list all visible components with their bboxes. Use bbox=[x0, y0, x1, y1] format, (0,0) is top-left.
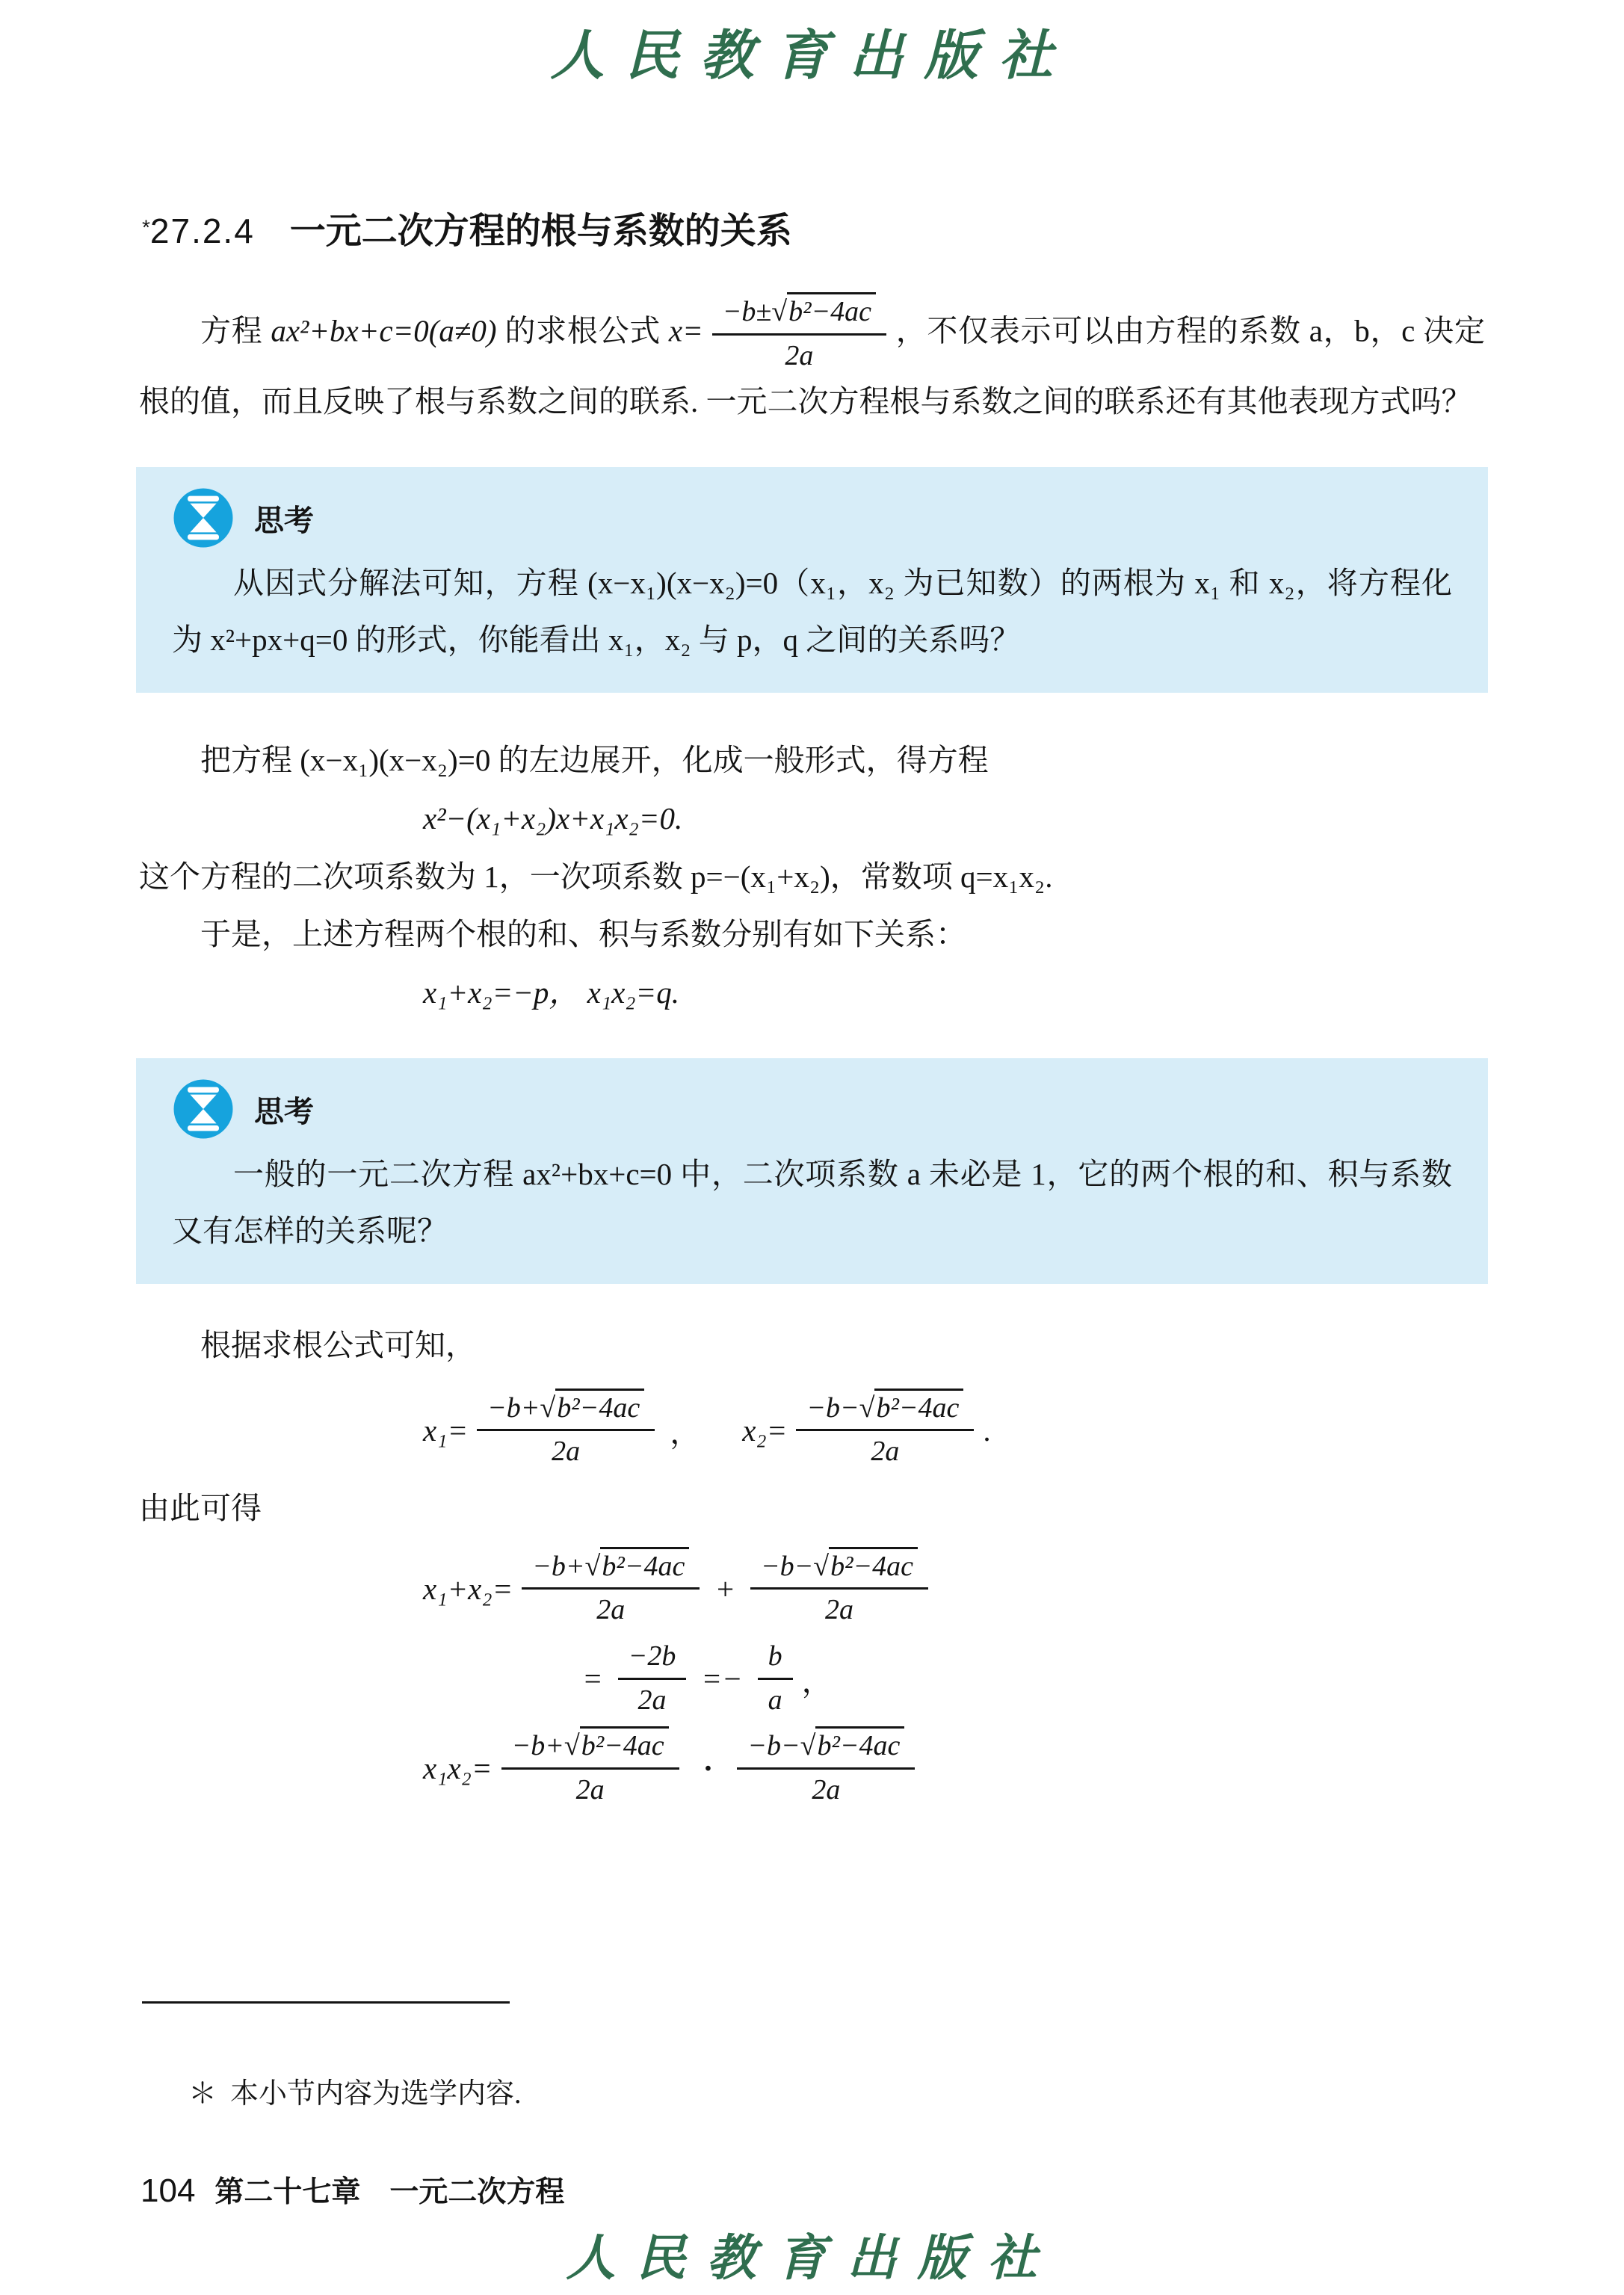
formula-lead: 由此可得 bbox=[139, 1490, 262, 1525]
numerator-prefix: −b+ bbox=[532, 1550, 585, 1582]
product-formula-row bbox=[423, 1729, 1485, 1807]
fraction bbox=[522, 1550, 700, 1628]
quadratic-formula-lhs: x= bbox=[668, 313, 703, 348]
fraction-denominator: 2a bbox=[637, 1684, 667, 1716]
square-root bbox=[800, 1726, 905, 1761]
fraction-denominator: 2a bbox=[825, 1594, 854, 1626]
square-root bbox=[859, 1389, 964, 1424]
radicand: b²−4ac bbox=[600, 1547, 689, 1582]
numerator-prefix: −b+ bbox=[487, 1391, 540, 1424]
multiplication-dot: · bbox=[703, 1751, 714, 1786]
hourglass-icon bbox=[172, 487, 235, 549]
period: . bbox=[983, 1412, 991, 1448]
x2-lhs: x₂= bbox=[742, 1412, 788, 1448]
page-footer bbox=[141, 2169, 564, 2211]
square-root bbox=[585, 1547, 690, 1582]
derivation-block-1 bbox=[0, 732, 1624, 1022]
derive-equation-1: x²−(x₁+x₂)x+x₁x₂=0. bbox=[423, 800, 683, 835]
intro-paragraph bbox=[139, 295, 1485, 431]
fraction bbox=[796, 1391, 974, 1469]
radicand: b²−4ac bbox=[580, 1726, 669, 1761]
think-box-1 bbox=[136, 467, 1488, 693]
quadratic-formula-fraction bbox=[712, 295, 886, 373]
radical-sign: √ bbox=[813, 1550, 830, 1582]
equals-minus-operator: =− bbox=[701, 1661, 743, 1696]
think-box-1-title: 思考 bbox=[254, 504, 314, 537]
fraction-numerator bbox=[750, 1550, 928, 1590]
think-box-2-header bbox=[172, 1078, 1452, 1140]
fraction-denominator: 2a bbox=[552, 1436, 581, 1468]
x1-lhs: x₁= bbox=[423, 1412, 469, 1448]
fraction-numerator bbox=[737, 1729, 915, 1770]
derive-equation-2: x₁+x₂=−p， x₁x₂=q. bbox=[423, 975, 679, 1010]
fraction-numerator bbox=[501, 1729, 679, 1770]
intro-text-1: 方程 bbox=[200, 313, 271, 348]
formula-intro: 根据求根公式可知， bbox=[200, 1327, 476, 1362]
footnote-text: 本小节内容为选学内容. bbox=[230, 2078, 522, 2110]
section-number: 27.2.4 bbox=[149, 211, 255, 250]
sum-simplified-row bbox=[576, 1640, 1485, 1717]
fraction bbox=[618, 1640, 687, 1717]
fraction-numerator bbox=[477, 1391, 655, 1432]
sum-formula-row bbox=[423, 1550, 1485, 1628]
fraction-numerator bbox=[796, 1391, 974, 1432]
roots-formulas bbox=[423, 1391, 1485, 1469]
numerator-prefix: −b− bbox=[760, 1550, 814, 1582]
radicand: b²−4ac bbox=[555, 1389, 644, 1424]
radical-sign: √ bbox=[584, 1550, 601, 1582]
fraction-denominator: 2a bbox=[785, 339, 814, 371]
derive-line-4: 于是，上述方程两个根的和、积与系数分别有如下关系： bbox=[200, 917, 966, 952]
equals-operator: = bbox=[582, 1661, 603, 1696]
square-root bbox=[540, 1389, 644, 1424]
numerator-prefix: −b± bbox=[722, 296, 772, 327]
fraction-denominator: 2a bbox=[871, 1436, 900, 1468]
product-lhs: x₁x₂= bbox=[423, 1751, 493, 1786]
think-box-1-header bbox=[172, 487, 1452, 549]
section-star-marker: * bbox=[142, 215, 150, 239]
fraction bbox=[477, 1391, 655, 1469]
derive-line-3: 这个方程的二次项系数为 1，一次项系数 p=−(x₁+x₂)，常数项 q=x₁x₂. bbox=[139, 859, 1053, 894]
footnote-marker: ＊ bbox=[188, 2078, 217, 2110]
fraction-numerator: −2b bbox=[618, 1640, 687, 1680]
fraction-numerator bbox=[712, 295, 886, 336]
think-box-2-text: 一般的一元二次方程 ax²+bx+c=0 中，二次项系数 a 未必是 1，它的两个根的和、积与系数又有怎样的关系呢？ bbox=[172, 1157, 1452, 1249]
radicand: b²−4ac bbox=[787, 292, 876, 327]
section-heading bbox=[142, 202, 1485, 253]
radicand: b²−4ac bbox=[874, 1389, 963, 1424]
publisher-logo-bottom: 人民教育出版社 bbox=[566, 2228, 1058, 2287]
square-root bbox=[564, 1726, 669, 1761]
fraction bbox=[758, 1640, 793, 1717]
separator-comma: ， bbox=[670, 1415, 701, 1451]
fraction bbox=[501, 1729, 679, 1807]
footnote bbox=[188, 2070, 522, 2111]
fraction bbox=[750, 1550, 928, 1628]
think-box-2-title: 思考 bbox=[254, 1095, 314, 1128]
plus-operator: + bbox=[714, 1571, 735, 1606]
fraction bbox=[737, 1729, 915, 1807]
chapter-title: 第二十七章 一元二次方程 bbox=[214, 2176, 565, 2208]
radical-sign: √ bbox=[564, 1730, 580, 1762]
comma: ， bbox=[801, 1664, 833, 1699]
radicand: b²−4ac bbox=[829, 1547, 918, 1582]
square-root bbox=[813, 1547, 918, 1582]
numerator-prefix: −b− bbox=[747, 1730, 800, 1762]
radical-sign: √ bbox=[859, 1391, 875, 1424]
numerator-prefix: −b− bbox=[806, 1391, 859, 1424]
radical-sign: √ bbox=[771, 296, 788, 327]
think-box-2 bbox=[136, 1058, 1488, 1284]
derive-line-1: 把方程 (x−x₁)(x−x₂)=0 的左边展开，化成一般形式，得方程 bbox=[200, 742, 989, 777]
page-number: 104 bbox=[141, 2172, 196, 2209]
hourglass-icon bbox=[172, 1078, 235, 1140]
fraction-numerator bbox=[522, 1550, 700, 1590]
derivation-formulas bbox=[423, 1550, 1485, 1808]
fraction-numerator: b bbox=[758, 1640, 793, 1680]
radicand: b²−4ac bbox=[815, 1726, 904, 1761]
fraction-denominator: a bbox=[768, 1684, 782, 1716]
intro-text-3: ，不仅表示可以由方程的系数 a，b，c 决定根的值，而且反映了根与系数之间的联系. 一元二次方程根与系数之间的联系还有其他表现方式吗？ bbox=[139, 313, 1486, 419]
fraction-denominator: 2a bbox=[575, 1773, 605, 1806]
fraction-denominator: 2a bbox=[812, 1773, 841, 1806]
think-box-1-text: 从因式分解法可知，方程 (x−x₁)(x−x₂)=0（x₁，x₂ 为已知数）的两根为 x₁ 和 x₂，将方程化为 x²+px+q=0 的形式，你能看出 x₁，x₂ 与 p，q 之间的关系吗？ bbox=[172, 566, 1452, 657]
section-title: 一元二次方程的根与系数的关系 bbox=[289, 211, 792, 251]
sum-lhs: x₁+x₂= bbox=[423, 1571, 513, 1606]
radical-sign: √ bbox=[540, 1391, 556, 1424]
numerator-prefix: −b+ bbox=[511, 1730, 564, 1762]
intro-text-2: 的求根公式 bbox=[496, 313, 669, 348]
square-root bbox=[771, 292, 876, 327]
publisher-logo-top: 人民教育出版社 bbox=[550, 23, 1074, 87]
intro-equation: ax²+bx+c=0(a≠0) bbox=[271, 313, 497, 348]
footnote-divider bbox=[142, 2001, 510, 2004]
fraction-denominator: 2a bbox=[596, 1594, 626, 1626]
radical-sign: √ bbox=[800, 1730, 816, 1762]
